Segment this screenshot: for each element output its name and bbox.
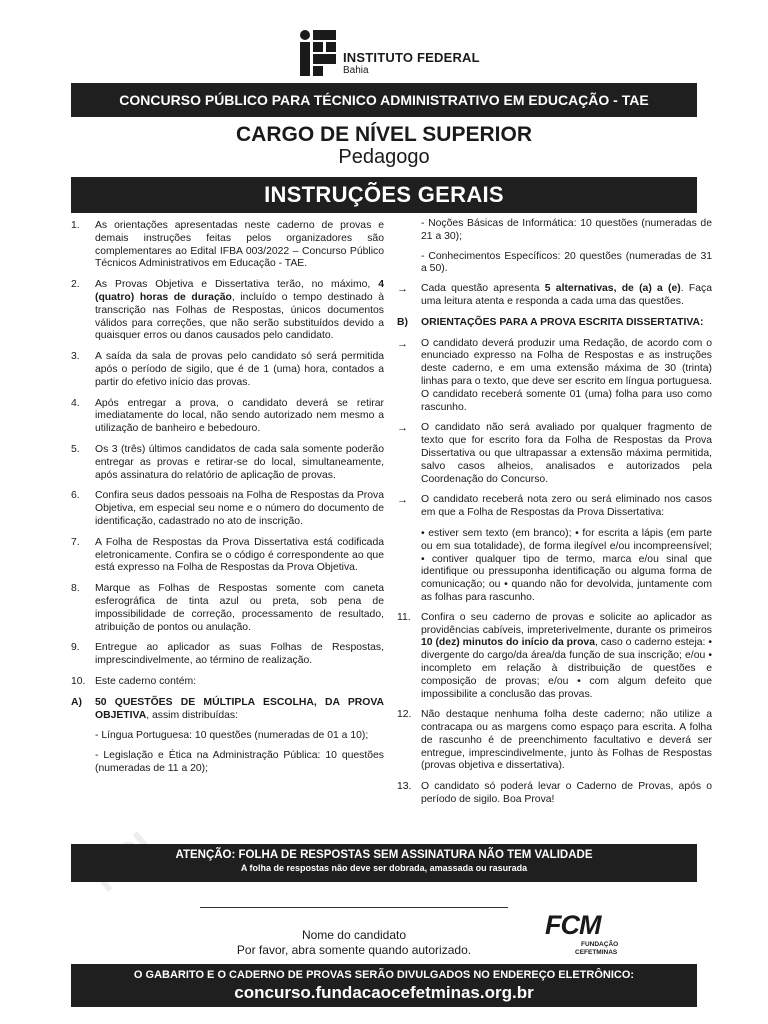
- instruction-item: 7. A Folha de Respostas da Prova Dissertativa está codificada eletronicamente. Confira se o código é correspondente ao que está expresso na Folha de Respostas da Prova Objetiva.: [71, 536, 384, 574]
- instruction-item: 10. Este caderno contém:: [71, 675, 197, 687]
- distribution-item: - Noções Básicas de Informática: 10 questões (numeradas de 21 a 30);: [421, 218, 712, 242]
- fcm-logo: FCM FUNDAÇÃO CEFETMINAS: [545, 910, 619, 956]
- warning-band: [71, 844, 697, 882]
- instruction-item: 1. As orientações apresentadas neste caderno de provas e demais instruções feitas pelos organizadores são complementares ao Edital IFBA 003/2022 – Concurso Público Técnicos Administrativos em Educação - TAE.: [71, 220, 384, 270]
- distribution-item: - Conhecimentos Específicos: 20 questões (numeradas de 31 a 50).: [421, 250, 712, 275]
- signature-line: [200, 907, 508, 908]
- instruction-item: 3. A saída da sala de provas pelo candidato só será permitida após o período de sigilo, que é de 1 (uma) hora, contados a partir do efetivo início das provas.: [71, 351, 384, 388]
- signature-label: Nome do candidato: [301, 928, 407, 942]
- cargo-title: CARGO DE NÍVEL SUPERIOR: [236, 123, 532, 146]
- instructions-right-column: [397, 218, 712, 815]
- contest-url: concurso.fundacaocefetminas.org.br: [234, 983, 534, 1002]
- section-a: A) 50 QUESTÕES DE MÚLTIPLA ESCOLHA, DA PROVA OBJETIVA, assim distribuídas:: [71, 696, 384, 721]
- instruction-item: 11. Confira o seu caderno de provas e solicite ao aplicador as providências cabíveis, impreterivelmente, durante os primeiros 10 (dez) minutos do início da prova, caso o caderno esteja: • divergente do cargo/da área/da função de sua inscrição; e/ou • incompleto em relação à distribuição de questões e composição de provas; e/ou • com algum defeito que impossibilite a conclusão das provas.: [397, 611, 712, 700]
- instruction-item: 9. Entregue ao aplicador as suas Folhas de Respostas, imprescindivelmente, ao término de realização.: [71, 642, 384, 667]
- instruction-item: 12. Não destaque nenhuma folha deste caderno; não utilize a contracapa ou as margens como espaço para escrita. A folha de rascunho é de preenchimento facultativo e deverá ser entregue, imprescindivelmente, junto às Folhas de Respostas (provas objetiva e dissertativa).: [397, 709, 712, 772]
- instruction-item: 5. Os 3 (três) últimos candidatos de cada sala somente poderão entregar as provas e retirar-se do local, simultaneamente, após assinatura do relatório de aplicação de provas.: [71, 443, 384, 481]
- logo-subtitle: Bahia: [343, 65, 369, 76]
- cargo-subtitle: Pedagogo: [338, 146, 430, 168]
- instruction-item: 6. Confira seus dados pessoais na Folha de Respostas da Prova Objetiva, em especial seu nome e o número do documento de identificação, cadastrado no ato de inscrição.: [71, 490, 384, 527]
- distribution-item: - Língua Portuguesa: 10 questões (numeradas de 01 a 10);: [95, 730, 369, 742]
- right-arrow-icon: →: [397, 283, 408, 296]
- instruction-item: 2. As Provas Objetiva e Dissertativa terão, no máximo, 4 (quatro) horas de duração, incluído o tempo destinado à transcrição nas Folhas de Respostas, únicos documentos válidos para correções, que não serão substituídos devido a quaisquer erros ou danos causados pelo candidato.: [71, 279, 385, 342]
- instituto-federal-logo: [300, 28, 500, 78]
- right-arrow-icon: →: [397, 422, 408, 435]
- notice-band: [71, 964, 697, 1007]
- instructions-left-column: [71, 220, 384, 783]
- section-b: B) ORIENTAÇÕES PARA A PROVA ESCRITA DISSERTATIVA:: [397, 316, 704, 328]
- logo-title: INSTITUTO FEDERAL: [343, 50, 480, 65]
- contest-title-band: CONCURSO PÚBLICO PARA TÉCNICO ADMINISTRATIVO EM EDUCAÇÃO - TAE: [71, 83, 697, 117]
- arrow-item: → O candidato não será avaliado por qualquer fragmento de texto que for escrito fora da Folha de Respostas da Prova Dissertativa ou que ultrapassar a extensão máxima permitida, salvo casos alheios, analisados e autorizados pela Coordenação do Concurso.: [397, 422, 712, 485]
- right-arrow-icon: →: [397, 494, 408, 507]
- arrow-item: → Cada questão apresenta 5 alternativas, de (a) a (e). Faça uma leitura atenta e responda a cada uma das questões.: [397, 283, 712, 307]
- logo-grid-icon: [300, 30, 336, 76]
- notice-text: O GABARITO E O CADERNO DE PROVAS SERÃO DIVULGADOS NO ENDEREÇO ELETRÔNICO:: [133, 969, 635, 981]
- instruction-item: 13. O candidato só poderá levar o Caderno de Provas, após o período de sigilo. Boa Prova!: [397, 781, 712, 806]
- open-instruction: Por favor, abra somente quando autorizado.: [236, 943, 472, 957]
- elimination-bullets: • estiver sem texto (em branco); • for escrita a lápis (em parte ou em sua totalidade), de forma ilegível e/ou incompreensível; • contiver qualquer tipo de termo, marca e/ou sinal que identifique ou pressuponha identificação ou alguma forma de comunicação; ou • quando não for devolvida, juntamente com as folhas para rascunho.: [421, 527, 712, 603]
- warning-text: ATENÇÃO: FOLHA DE RESPOSTAS SEM ASSINATURA NÃO TEM VALIDADE: [175, 849, 593, 861]
- arrow-item: → O candidato receberá nota zero ou será eliminado nos casos em que a Folha de Respostas da Prova Dissertativa:: [397, 494, 712, 519]
- instructions-title-band: INSTRUÇÕES GERAIS: [71, 177, 697, 213]
- right-arrow-icon: →: [397, 337, 408, 350]
- instruction-item: 8. Marque as Folhas de Respostas somente com caneta esferográfica de tinta azul ou preta, sob pena de impossibilidade de correção, processamento de resultado, atribuição de pontos ou anulação.: [71, 583, 384, 633]
- instruction-item: 4. Após entregar a prova, o candidato deverá se retirar imediatamente do local, não sendo autorizado nem mesmo a utilização de banheiro e bebedouro.: [71, 397, 384, 435]
- distribution-item: - Legislação e Ética na Administração Pública: 10 questões (numeradas de 11 a 20);: [95, 750, 384, 774]
- warning-subtext: A folha de respostas não deve ser dobrada, amassada ou rasurada: [240, 863, 528, 873]
- arrow-item: → O candidato deverá produzir uma Redação, de acordo com o enunciado expresso na Folha de Respostas e as instruções deste caderno, e em uma extensão máxima de 30 (trinta) linhas para o texto, que deve ser escrito em língua portuguesa. O candidato receberá somente 01 (uma) folha para uso como rascunho.: [397, 337, 712, 413]
